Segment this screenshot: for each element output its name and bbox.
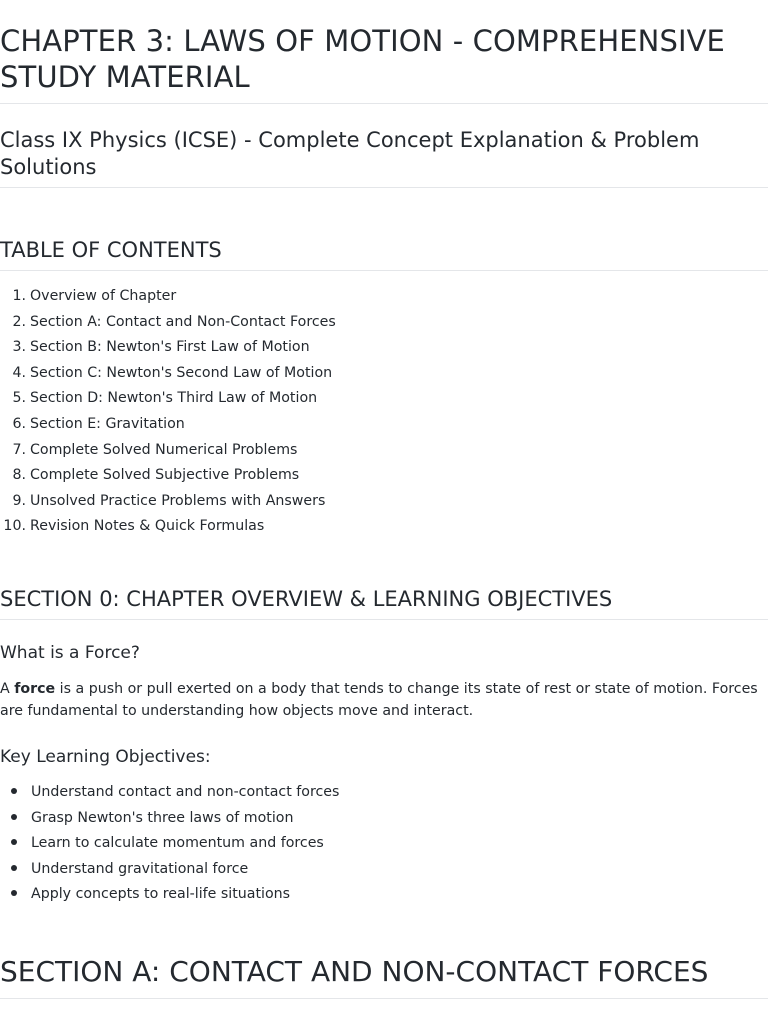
- bullet-icon: [11, 839, 17, 845]
- page-subtitle: Class IX Physics (ICSE) - Complete Concept Explanation & Problem Solutions: [0, 128, 700, 179]
- toc-item-number: 8.: [12, 467, 26, 484]
- toc-item-label: Section A: Contact and Non-Contact Forces: [30, 313, 336, 330]
- toc-item-number: 7.: [12, 441, 26, 458]
- toc-item: [0, 335, 700, 361]
- section-a-heading: SECTION A: CONTACT AND NON-CONTACT FORCES: [0, 955, 709, 988]
- toc-heading: TABLE OF CONTENTS: [0, 238, 222, 262]
- toc-item-number: 1.: [12, 288, 26, 304]
- section-0-divider: [0, 619, 768, 620]
- toc-item: [0, 284, 700, 310]
- toc-item: [0, 438, 700, 464]
- bullet-icon: [11, 890, 17, 896]
- toc-item-label: Overview of Chapter: [30, 288, 177, 304]
- list-item: [0, 780, 700, 806]
- toc-item-label: Complete Solved Numerical Problems: [30, 441, 298, 458]
- bullet-icon: [11, 865, 17, 871]
- list-item: [0, 806, 700, 832]
- toc-item-label: Complete Solved Subjective Problems: [30, 467, 300, 484]
- objective-label: Learn to calculate momentum and forces: [31, 835, 324, 851]
- list-item: [0, 882, 700, 908]
- bullet-icon: [11, 814, 17, 820]
- toc-item-number: 5.: [12, 390, 26, 407]
- toc-item-label: Section C: Newton's Second Law of Motion: [30, 364, 333, 381]
- toc-item: [0, 412, 700, 438]
- force-definition-paragraph: [0, 678, 760, 722]
- toc-item-number: 2.: [12, 313, 26, 330]
- objectives-list: [0, 780, 700, 908]
- toc-item-number: 3.: [12, 339, 26, 356]
- toc-item-label: Revision Notes & Quick Formulas: [30, 518, 265, 535]
- objectives-heading: Key Learning Objectives:: [0, 747, 211, 767]
- force-term: force: [14, 681, 56, 697]
- force-heading: What is a Force?: [0, 643, 140, 663]
- toc-item: [0, 310, 700, 336]
- toc-item-label: Section B: Newton's First Law of Motion: [30, 339, 310, 356]
- toc-item-number: 10.: [3, 518, 26, 535]
- table-of-contents: [0, 284, 700, 540]
- toc-item-number: 6.: [12, 415, 26, 432]
- toc-item: [0, 489, 700, 515]
- objective-label: Grasp Newton's three laws of motion: [31, 809, 294, 826]
- toc-item-number: 9.: [12, 492, 26, 509]
- force-para-body: is a push or pull exerted on a body that tends to change its state of rest or state of motion. Forces are fundamental to understanding how objects move and interact.: [0, 681, 758, 719]
- list-item: [0, 831, 700, 857]
- page-title: CHAPTER 3: LAWS OF MOTION - COMPREHENSIVE STUDY MATERIAL: [0, 24, 725, 94]
- toc-item-label: Unsolved Practice Problems with Answers: [30, 492, 326, 509]
- section-a-divider: [0, 998, 768, 999]
- toc-item-label: Section E: Gravitation: [30, 415, 185, 432]
- toc-item: [0, 463, 700, 489]
- toc-item-label: Section D: Newton's Third Law of Motion: [30, 390, 318, 407]
- list-item: [0, 857, 700, 883]
- objective-label: Understand contact and non-contact forces: [31, 784, 340, 800]
- toc-item: [0, 361, 700, 387]
- toc-item: [0, 514, 700, 540]
- subtitle-divider: [0, 187, 768, 188]
- toc-divider: [0, 270, 768, 271]
- bullet-icon: [11, 788, 17, 794]
- toc-item: [0, 386, 700, 412]
- title-divider: [0, 103, 768, 104]
- objective-label: Apply concepts to real-life situations: [31, 886, 291, 902]
- objective-label: Understand gravitational force: [31, 860, 249, 877]
- force-para-prefix: A: [0, 681, 15, 697]
- section-0-heading: SECTION 0: CHAPTER OVERVIEW & LEARNING OBJECTIVES: [0, 587, 613, 611]
- toc-item-number: 4.: [12, 364, 26, 381]
